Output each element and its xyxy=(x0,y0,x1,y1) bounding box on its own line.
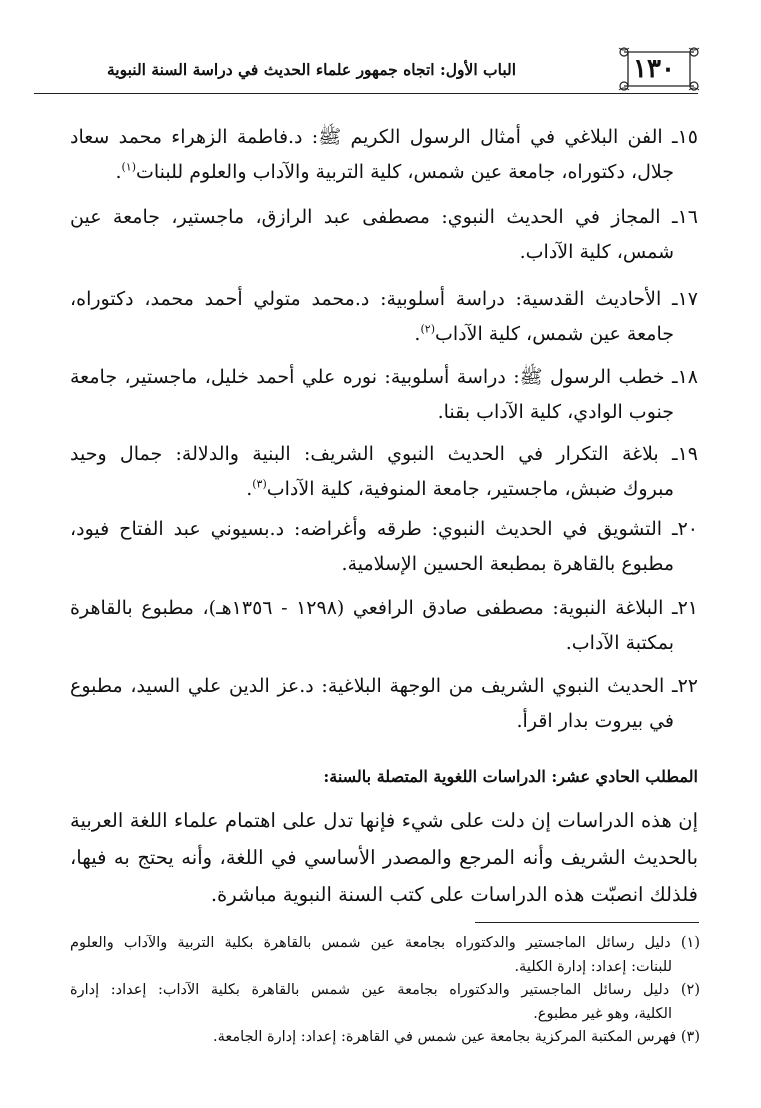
item-line: شمس، كلية الآداب. xyxy=(519,241,674,263)
item-line: بمكتبة الآداب. xyxy=(565,632,674,654)
footnote-marker: (٣) xyxy=(252,477,267,491)
list-item: ١٩ـ بلاغة التكرار في الحديث النبوي الشريف: البنية والدلالة: جمال وحيد مبروك ضبش، ماجستير، جامعة المنوفية، كلية الآداب$^{(٣)}$. xyxy=(70,443,698,500)
item-number: ١٨ـ xyxy=(672,366,698,388)
footnotes xyxy=(70,932,700,1050)
item-line: مطبوع بالقاهرة بمطبعة الحسين الإسلامية. xyxy=(341,553,674,575)
item-line: بلاغة التكرار في الحديث النبوي الشريف: البنية والدلالة: جمال وحيد xyxy=(70,443,659,465)
footnote-line: دليل رسائل الماجستير والدكتوراه بجامعة عين شمس بالقاهرة بكلية التربية والآداب والعلوم xyxy=(70,935,671,951)
item-number: ١٧ـ xyxy=(672,288,698,310)
item-line: في بيروت بدار اقرأ. xyxy=(516,710,674,732)
footnote-line: الكلية، وهو غير مطبوع. xyxy=(533,1005,672,1022)
item-number: ١٩ـ xyxy=(672,443,698,465)
section-paragraph xyxy=(70,802,698,913)
footnote-marker: (١) xyxy=(121,160,136,174)
footnote-number: (١) xyxy=(680,935,700,951)
footnote-number: (٣) xyxy=(680,1029,700,1045)
header-rule xyxy=(34,93,698,94)
item-line: الحديث النبوي الشريف من الوجهة البلاغية: د.عز الدين علي السيد، مطبوع xyxy=(70,675,665,697)
item-line: التشويق في الحديث النبوي: طرقه وأغراضه: د.بسيوني عبد الفتاح فيود، xyxy=(70,518,663,540)
footnote-line: للبنات: إعداد: إدارة الكلية. xyxy=(514,958,672,975)
item-line: البلاغة النبوية: مصطفى صادق الرافعي (١٢٩٨ - ١٣٥٦هـ)، مطبوع بالقاهرة xyxy=(70,597,664,619)
item-line: مبروك ضبش، ماجستير، جامعة المنوفية، كلية الآداب xyxy=(266,478,674,500)
item-number: ١٥ـ xyxy=(672,126,698,148)
item-number: ١٦ـ xyxy=(672,206,698,228)
list-item: ١٧ـ الأحاديث القدسية: دراسة أسلوبية: د.محمد متولي أحمد محمد، دكتوراه، جامعة عين شمس، كلية الآداب$^{(٢)}$. xyxy=(70,288,698,345)
running-title: الباب الأول: اتجاه جمهور علماء الحديث في دراسة السنة النبوية xyxy=(106,60,517,79)
item-number: ٢٢ـ xyxy=(672,675,698,697)
item-number: ٢١ـ xyxy=(672,597,698,619)
footnote-separator xyxy=(475,922,699,923)
list-item xyxy=(70,200,698,270)
item-line: المجاز في الحديث النبوي: مصطفى عبد الرازق، ماجستير، جامعة عين xyxy=(70,206,661,228)
item-line: خطب الرسول ﷺ: دراسة أسلوبية: نوره علي أحمد خليل، ماجستير، جامعة xyxy=(70,366,665,388)
item-line: الفن البلاغي في أمثال الرسول الكريم ﷺ: د.فاطمة الزهراء محمد سعاد xyxy=(70,126,663,148)
item-line: جامعة عين شمس، كلية الآداب xyxy=(434,323,674,345)
footnote-line: فهرس المكتبة المركزية بجامعة عين شمس في القاهرة: إعداد: إدارة الجامعة. xyxy=(213,1029,677,1045)
item-line: جنوب الوادي، كلية الآداب بقنا. xyxy=(437,401,674,423)
item-number: ٢٠ـ xyxy=(672,518,698,540)
page-header xyxy=(34,46,702,92)
footnote xyxy=(70,979,700,1026)
list-item xyxy=(70,669,698,739)
list-item xyxy=(70,360,698,430)
item-line: جلال، دكتوراه، جامعة عين شمس، كلية التربية والآداب والعلوم للبنات xyxy=(136,161,674,183)
paragraph-line: فلذلك انصبّت هذه الدراسات على كتب السنة النبوية مباشرة. xyxy=(210,883,698,906)
footnote-line: دليل رسائل الماجستير والدكتوراه بجامعة عين شمس بالقاهرة بكلية الآداب: إعداد: إدارة xyxy=(70,982,670,998)
list-item xyxy=(70,591,698,661)
paragraph-line: بالحديث الشريف وأنه المرجع والمصدر الأساسي في اللغة، وأنه يحتج به فيها، xyxy=(70,846,698,869)
page-number: ١٣٠ xyxy=(633,54,675,84)
list-item xyxy=(70,512,698,582)
item-line: الأحاديث القدسية: دراسة أسلوبية: د.محمد متولي أحمد محمد، دكتوراه، xyxy=(70,288,662,310)
footnote xyxy=(70,932,700,979)
section-heading: المطلب الحادي عشر: الدراسات اللغوية المتصلة بالسنة: xyxy=(323,767,698,786)
footnote-marker: (٢) xyxy=(420,322,435,336)
list-item: ١٥ـ الفن البلاغي في أمثال الرسول الكريم ﷺ: د.فاطمة الزهراء محمد سعاد جلال، دكتوراه، جامعة عين شمس، كلية التربية والآداب والعلوم للبنات$^{(١)}$. xyxy=(70,126,698,183)
footnote xyxy=(70,1026,700,1050)
footnote-number: (٢) xyxy=(680,982,700,998)
paragraph-line: إن هذه الدراسات إن دلت على شيء فإنها تدل على اهتمام علماء اللغة العربية xyxy=(70,809,698,832)
